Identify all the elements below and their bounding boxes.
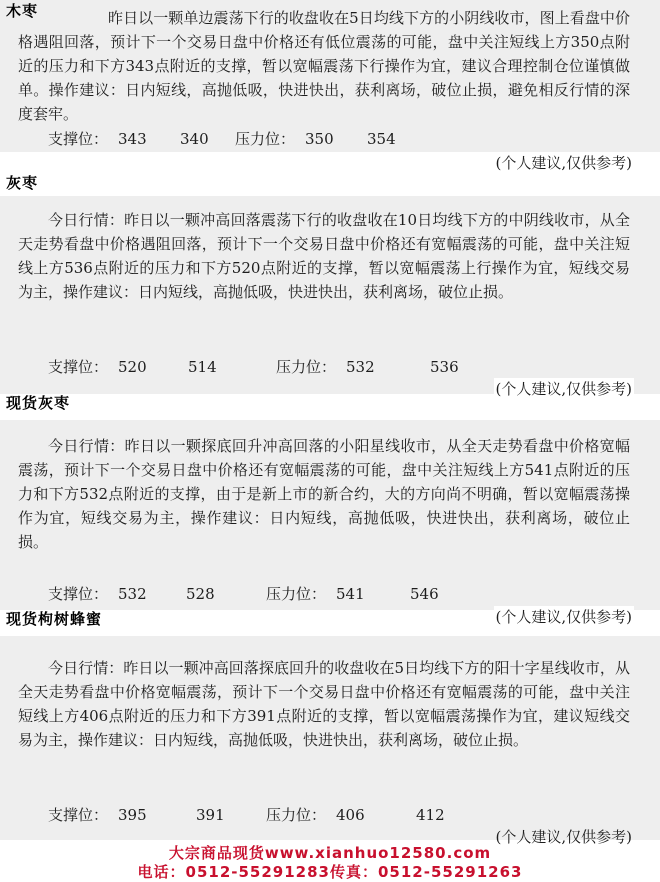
pressure-value-2: 412 — [416, 806, 445, 824]
section-body-2: 今日行情：昨日以一颗冲高回落震荡下行的收盘收在10日均线下方的中阴线收市，从全天走势看盘中价格遇阻回落，预计下一个交易日盘中价格还有宽幅震荡的可能，盘中关注短线上方536点附近的压力和下方520点附近的支撑，暂以宽幅震荡上行操作为宜，短线交易为主，操作建议：日内短线，高抛低吸，快进快出，获利离场，破位止损。 — [18, 211, 630, 301]
price-levels-4 — [48, 804, 445, 825]
support-value-2: 514 — [188, 358, 217, 376]
pressure-value-1: 532 — [346, 358, 375, 376]
pressure-value-1: 350 — [305, 130, 334, 148]
section-title-4: 现货枸树蜂蜜 — [6, 610, 103, 628]
support-value-1: 343 — [118, 130, 147, 148]
support-value-1: 532 — [118, 585, 147, 603]
footer-website: 大宗商品现货www.xianhuo12580.com — [168, 844, 492, 862]
section-title-2: 灰枣 — [6, 174, 39, 192]
disclaimer-note-2: (个人建议,仅供参考) — [495, 380, 632, 398]
pressure-value-2: 354 — [367, 130, 396, 148]
footer-contact: 电话：0512-55291283传真：0512-55291263 — [137, 863, 523, 881]
pressure-value-1: 406 — [336, 806, 365, 824]
section-body-1: 昨日以一颗单边震荡下行的收盘收在5日均线下方的小阴线收市，图上看盘中价格遇阻回落，预计下一个交易日盘中价格还有低位震荡的可能，盘中关注短线上方350点附近的压力和下方343点附近的支撑，暂以宽幅震荡下行操作为宜，建议合理控制仓位谨慎做单。操作建议：日内短线，高抛低吸，快进快出，获利离场，破位止损，避免相反行情的深度套牢。 — [18, 9, 630, 123]
support-label: 支撑位： — [48, 806, 109, 824]
support-label: 支撑位： — [48, 358, 109, 376]
section-body-4: 今日行情：昨日以一颗冲高回落探底回升的收盘收在5日均线下方的阳十字星线收市，从全天走势看盘中价格宽幅震荡，预计下一个交易日盘中价格还有宽幅震荡的可能，盘中关注短线上方406点附近的压力和下方391点附近的支撑，暂以宽幅震荡操作为宜，建议短线交易为主，操作建议：日内短线，高抛低吸，快进快出，获利离场，破位止损。 — [18, 659, 630, 749]
pressure-value-2: 546 — [410, 585, 439, 603]
price-levels-1 — [48, 128, 396, 149]
disclaimer-note-3: (个人建议,仅供参考) — [495, 608, 632, 626]
disclaimer-note-4: (个人建议,仅供参考) — [495, 828, 632, 846]
section-title-3: 现货灰枣 — [6, 394, 71, 412]
section-title-1: 木枣 — [6, 2, 39, 20]
section-body-3: 今日行情：昨日以一颗探底回升冲高回落的小阳星线收市，从全天走势看盘中价格宽幅震荡，预计下一个交易日盘中价格还有宽幅震荡的可能，盘中关注短线上方541点附近的压力和下方532点附近的支撑，由于是新上市的新合约，大的方向尚不明确，暂以宽幅震荡操作为宜，短线交易为主，操作建议：日内短线，高抛低吸，快进快出，获利离场，破位止损。 — [18, 437, 630, 551]
pressure-label: 压力位： — [266, 806, 327, 824]
price-levels-2 — [48, 356, 459, 377]
support-label: 支撑位： — [48, 585, 109, 603]
pressure-value-2: 536 — [430, 358, 459, 376]
pressure-label: 压力位： — [276, 358, 337, 376]
support-value-2: 391 — [196, 806, 225, 824]
support-value-1: 520 — [118, 358, 147, 376]
disclaimer-note-1: (个人建议,仅供参考) — [495, 154, 632, 172]
support-label: 支撑位： — [48, 130, 109, 148]
support-value-2: 340 — [180, 130, 209, 148]
support-value-2: 528 — [186, 585, 215, 603]
price-levels-3 — [48, 583, 439, 604]
pressure-value-1: 541 — [336, 585, 365, 603]
pressure-label: 压力位： — [235, 130, 296, 148]
support-value-1: 395 — [118, 806, 147, 824]
pressure-label: 压力位： — [266, 585, 327, 603]
